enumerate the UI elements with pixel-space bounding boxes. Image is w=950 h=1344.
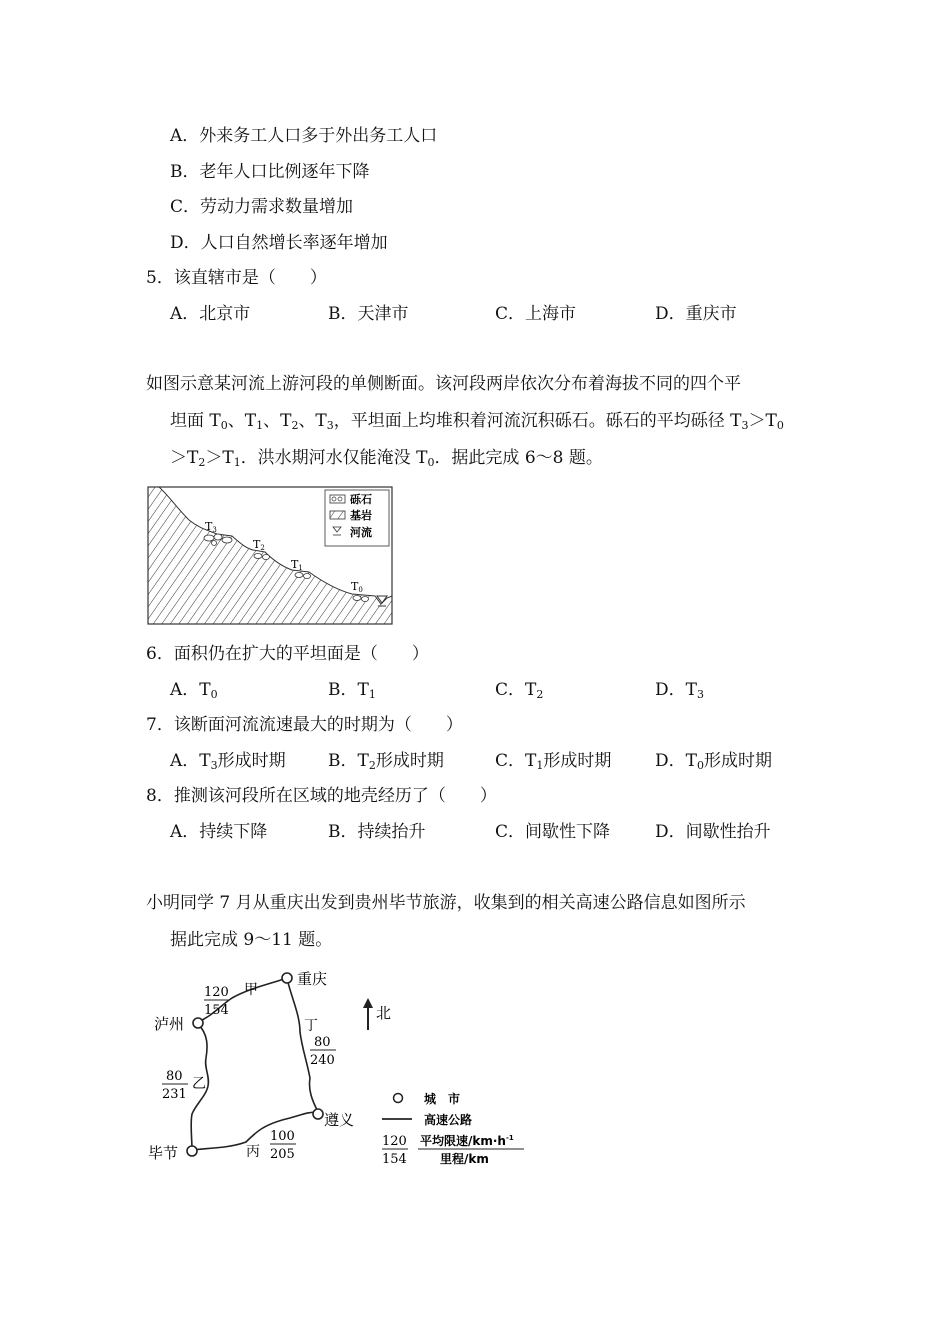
legend-speed-label: 平均限速$/km\cdot h^{-1}$ xyxy=(420,1134,514,1148)
svg-text:80: 80 xyxy=(166,1069,183,1084)
q6-option-c: C．$T_2$ xyxy=(495,680,544,701)
q7-option-d: D．$T_0$形成时期 xyxy=(655,751,772,772)
highway-map-figure xyxy=(140,962,540,1182)
svg-text:120: 120 xyxy=(382,1134,407,1149)
q6-stem: 6．面积仍在扩大的平坦面是（ ） xyxy=(146,644,429,664)
road-jia-label: 甲 xyxy=(244,982,258,998)
q4-option-a: A．外来务工人口多于外出务工人口 xyxy=(170,126,438,146)
q7-stem: 7．该断面河流流速最大的时期为（ ） xyxy=(146,715,463,735)
city-zunyi-marker xyxy=(313,1109,323,1119)
road-ding-fraction xyxy=(310,1035,336,1068)
svg-text:80: 80 xyxy=(314,1035,331,1050)
legend-fraction xyxy=(382,1134,408,1167)
q7-option-a: A．$T_3$形成时期 xyxy=(170,751,286,772)
q7-option-b: B．$T_2$形成时期 xyxy=(328,751,444,772)
road-yi-fraction xyxy=(162,1069,188,1102)
svg-text:100: 100 xyxy=(270,1129,295,1144)
q4-option-b: B．老年人口比例逐年下降 xyxy=(170,162,370,182)
svg-text:120: 120 xyxy=(204,985,229,1000)
city-chongqing-label: 重庆 xyxy=(297,970,328,988)
svg-text:154: 154 xyxy=(204,1003,229,1018)
legend-distance-label: 里程/km xyxy=(440,1152,489,1166)
label-t2: T2 xyxy=(253,538,265,552)
q7-option-c: C．$T_1$形成时期 xyxy=(495,751,612,772)
q8-stem: 8．推测该河段所在区域的地壳经历了（ ） xyxy=(146,786,497,806)
q6-option-d: D．$T_3$ xyxy=(655,680,704,701)
road-bing-label: 丙 xyxy=(246,1144,260,1160)
label-t0: T0 xyxy=(351,580,363,594)
q6-option-b: B．$T_1$ xyxy=(328,680,376,701)
city-bijie-marker xyxy=(187,1146,197,1156)
q8-option-d: D．间歇性抬升 xyxy=(655,822,771,842)
passage2-line3: $>T_2>T_1$．洪水期河水仅能淹没 $T_0$．据此完成 6～8 题。 xyxy=(170,448,603,469)
q5-option-a: A．北京市 xyxy=(170,304,251,324)
north-arrow-icon xyxy=(363,998,373,1030)
q4-option-c: C．劳动力需求数量增加 xyxy=(170,197,354,217)
legend-highway-label: 高速公路 xyxy=(424,1113,473,1127)
city-luzhou-label: 泸州 xyxy=(154,1015,185,1033)
q8-option-a: A．持续下降 xyxy=(170,822,268,842)
svg-text:240: 240 xyxy=(310,1053,335,1068)
q8-option-c: C．间歇性下降 xyxy=(495,822,611,842)
city-bijie-label: 毕节 xyxy=(148,1144,179,1162)
road-bing-fraction xyxy=(270,1129,296,1162)
label-t3: T3 xyxy=(205,520,217,534)
q5-stem: 5．该直辖市是（ ） xyxy=(146,268,327,288)
legend-bedrock-label: 基岩 xyxy=(350,509,372,522)
passage3-line1: 小明同学 7 月从重庆出发到贵州毕节旅游，收集到的相关高速公路信息如图所示 xyxy=(146,893,746,913)
north-label: 北 xyxy=(376,1004,392,1022)
legend-gravel-label: 砾石 xyxy=(350,493,372,506)
label-t1: T1 xyxy=(291,558,303,572)
q4-option-d: D．人口自然增长率逐年增加 xyxy=(170,233,388,253)
city-chongqing-marker xyxy=(282,973,292,983)
svg-text:154: 154 xyxy=(382,1152,407,1167)
road-yi-label: 乙 xyxy=(192,1076,206,1092)
q5-option-c: C．上海市 xyxy=(495,304,577,324)
passage2-line2: 坦面 $T_0$、$T_1$、$T_2$、$T_3$，平坦面上均堆积着河流沉积砾石。砾石的平均砾径 $T_3>T_0$ xyxy=(170,411,784,432)
road-ding-label: 丁 xyxy=(304,1018,318,1034)
city-zunyi-label: 遵义 xyxy=(324,1111,355,1129)
legend-city-icon xyxy=(394,1094,403,1103)
legend-bedrock-icon xyxy=(330,511,345,519)
passage2-line1: 如图示意某河流上游河段的单侧断面。该河段两岸依次分布着海拔不同的四个平 xyxy=(146,374,741,394)
legend-river-label: 河流 xyxy=(350,526,372,539)
q6-option-a: A．$T_0$ xyxy=(170,680,218,701)
svg-text:231: 231 xyxy=(162,1087,187,1102)
q8-option-b: B．持续抬升 xyxy=(328,822,426,842)
q5-option-b: B．天津市 xyxy=(328,304,409,324)
svg-text:205: 205 xyxy=(270,1147,295,1162)
river-cross-section-figure xyxy=(147,486,393,626)
passage3-line2: 据此完成 9～11 题。 xyxy=(170,930,333,950)
q5-option-d: D．重庆市 xyxy=(655,304,737,324)
legend-city-label: 城 市 xyxy=(424,1092,461,1106)
city-luzhou-marker xyxy=(193,1018,203,1028)
